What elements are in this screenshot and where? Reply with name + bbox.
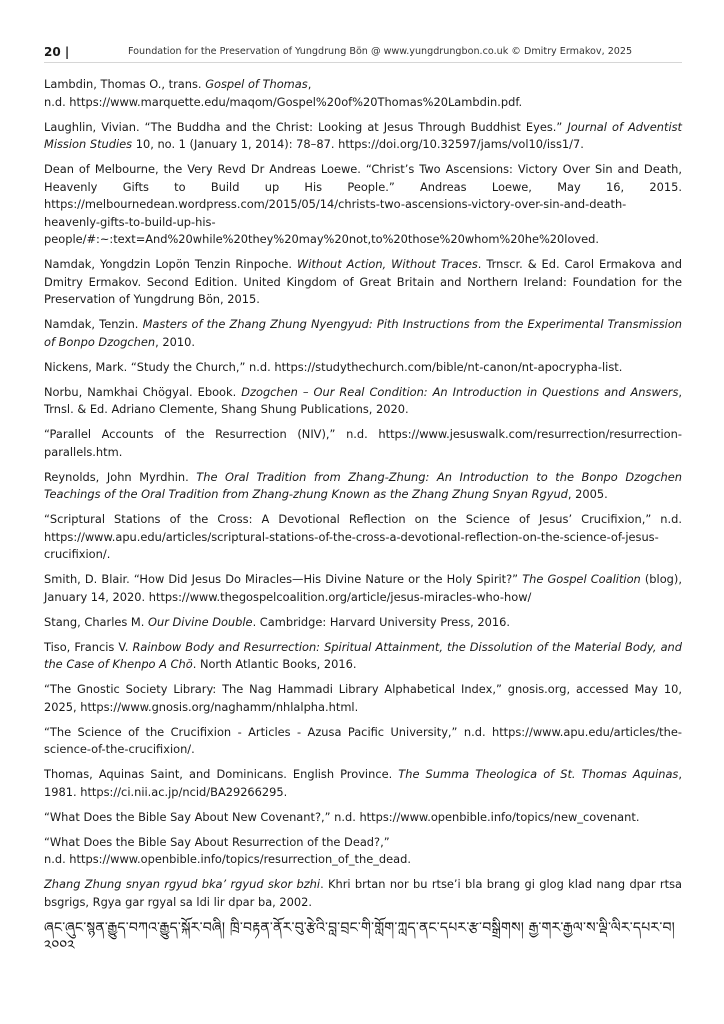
entry-text: “The Gnostic Society Library: The Nag Hammadi Library Alphabetical Index,” gnosis.org, accessed May 10, 2025, https://www.gnosis.org/naghamm/nhlalpha.html. (44, 682, 682, 714)
bibliography-entry (44, 161, 682, 249)
entry-text: Namdak, Tenzin. (44, 317, 143, 331)
bibliography-list (44, 76, 682, 962)
entry-text: . Trnscr. & Ed. Carol Ermakova and Dmitry Ermakov. Second Edition. United Kingdom of Great Britain and Northern Ireland: Foundation for the Preservation of Yungdrung Bön, 2015. (44, 257, 683, 306)
entry-text: Reynolds, John Myrdhin. (44, 469, 197, 484)
entry-text: “Parallel Accounts of the Resurrection (NIV),” n.d. https://www.jesuswalk.com/resurrection/resurrection-parallels.htm. (44, 427, 682, 459)
entry-text: Laughlin, Vivian. “The Buddha and the Christ: Looking at Jesus Through Buddhist Eyes.” (44, 119, 568, 134)
entry-title-italic: The Oral Tradition from Zhang-Zhung: An Introduction to the Bonpo Dzogchen Teachings of the Oral Tradition from Zhang-zhung Known as the Zhang Zhung Snyan Rgyud (44, 469, 682, 501)
bibliography-entry (44, 119, 682, 154)
entry-text: Smith, D. Blair. “How Did Jesus Do Miracles—His Divine Nature or the Holy Spirit?” (44, 572, 523, 586)
entry-text: Norbu, Namkhai Chögyal. Ebook. (44, 384, 242, 399)
entry-title-italic: Without Action, Without Traces (296, 257, 478, 271)
entry-text: . Cambridge: Harvard University Press, 2016. (252, 614, 511, 629)
entry-text: . Khri brtan nor bu rtse’i bla brang gi glog klad nang dpar rtsa bsgrigs, Rgya gar rgyal sa ldi lir dpar ba, 2002. (44, 877, 682, 909)
bibliography-entry (44, 316, 682, 351)
entry-text: , 2005. (567, 487, 608, 501)
entry-text: “What Does the Bible Say About New Covenant?,” n.d. https://www.openbible.info/topics/new_covenant. (44, 809, 640, 824)
page-number: 20 | (44, 45, 70, 59)
entry-text: Lambdin, Thomas O., trans. (44, 77, 206, 91)
bibliography-entry (44, 469, 682, 504)
entry-text: Thomas, Aquinas Saint, and Dominicans. English Province. (44, 767, 399, 781)
entry-text: “Scriptural Stations of the Cross: A Devotional Reflection on the Science of Jesus’ Crucifixion,” n.d. https://www.apu.edu/articles/scriptural-stations-of-the-cross-a-devotional-reflection-on-the-science-of-jesus-crucifixion/. (44, 512, 682, 561)
entry-title-italic: Dzogchen – Our Real Condition: An Introduction in Questions and Answers (241, 384, 679, 399)
bibliography-entry (44, 809, 682, 827)
entry-title-italic: Our Divine Double (148, 614, 253, 629)
entry-title-italic: Zhang Zhung snyan rgyud bka’ rgyud skor bzhi (44, 877, 321, 891)
entry-text: , 1981. https://ci.nii.ac.jp/ncid/BA29266295. (44, 767, 682, 799)
entry-title-italic: The Gospel Coalition (522, 572, 641, 586)
entry-text: Nickens, Mark. “Study the Church,” n.d. https://studythechurch.com/bible/nt-canon/nt-apocrypha-list. (44, 359, 623, 374)
tibetan-title-line: ཞང་ཞུང་སྙན་རྒྱུད་བཀའ་རྒྱུད་སྐོར་བཞི། ཁྲི་བརྟན་ནོར་བུ་རྩེའི་བླ་བྲང་གི་གློག་ཀླད་ནང་དཔར་རྩ་བསྒྲིགས། རྒྱ་གར་རྒྱལ་ས་ལྡི་ལིར་དཔར་བ། (44, 919, 675, 936)
bibliography-entry (44, 766, 682, 801)
bibliography-entry (44, 426, 682, 461)
bibliography-entry (44, 724, 682, 759)
bibliography-entry (44, 639, 682, 674)
entry-text: , (307, 77, 312, 91)
running-title: Foundation for the Preservation of Yungdrung Bön @ www.yungdrungbon.co.uk © Dmitry Ermakov, 2025 (128, 46, 633, 57)
entry-text: n.d. https://www.marquette.edu/maqom/Gospel%20of%20Thomas%20Lambdin.pdf. (44, 94, 523, 109)
bibliography-entry (44, 614, 682, 632)
page-header (44, 42, 682, 63)
bibliography-entry (44, 876, 682, 911)
entry-title-italic: Gospel of Thomas (205, 77, 308, 91)
entry-text: 10, no. 1 (January 1, 2014): 78–87. https://doi.org/10.32597/jams/vol10/iss1/7. (132, 137, 584, 151)
entry-text: Stang, Charles M. (44, 614, 149, 629)
entry-text: Tiso, Francis V. (44, 639, 133, 654)
entry-title-italic: Journal of Adventist Mission Studies (44, 119, 683, 151)
entry-text: Dean of Melbourne, the Very Revd Dr Andreas Loewe. “Christ’s Two Ascensions: Victory Over Sin and Death, Heavenly Gifts to Build up His People.” Andreas Loewe, May 16, 2015. https://melbournedean.wordpress.com/2015/05/14/christs-two-ascensions-victory-over-sin-and-death-heavenly-gifts-to-build-up-his-people/#:~:text=And%20while%20they%20may%20not,to%20those%20whom%20he%20loved. (44, 162, 682, 246)
entry-title-italic: Rainbow Body and Resurrection: Spiritual Attainment, the Dissolution of the Material Body, and the Case of Khenpo A Chö (44, 639, 682, 671)
entry-title-italic: The Summa Theologica of St. Thomas Aquinas (398, 767, 679, 781)
entry-text: (blog), January 14, 2020. https://www.thegospelcoalition.org/article/jesus-miracles-who-how/ (44, 572, 682, 604)
entry-title-italic: Masters of the Zhang Zhung Nyengyud: Pith Instructions from the Experimental Transmission of Bonpo Dzogchen (44, 317, 683, 349)
bibliography-entry (44, 384, 682, 419)
tibetan-year: ༢༠༠༢ (44, 937, 75, 954)
entry-text: n.d. https://www.openbible.info/topics/resurrection_of_the_dead. (44, 852, 412, 866)
entry-text: Namdak, Yongdzin Lopön Tenzin Rinpoche. (44, 257, 297, 271)
bibliography-entry (44, 681, 682, 716)
bibliography-entry (44, 256, 682, 309)
bibliography-entry (44, 834, 682, 869)
entry-text: , 2010. (155, 334, 195, 349)
entry-text: , Trnsl. & Ed. Adriano Clemente, Shang Shung Publications, 2020. (44, 384, 683, 416)
bibliography-entry (44, 571, 682, 606)
bibliography-entry (44, 76, 682, 111)
bibliography-entry (44, 511, 682, 564)
entry-text: “The Science of the Crucifixion - Articles - Azusa Pacific University,” n.d. https://www.apu.edu/articles/the-science-of-the-crucifixion/. (44, 724, 682, 756)
bibliography-entry (44, 359, 682, 377)
entry-text: “What Does the Bible Say About Resurrection of the Dead?,” (44, 834, 390, 849)
entry-text: . North Atlantic Books, 2016. (192, 657, 357, 671)
tibetan-bibliography-entry (44, 919, 682, 955)
